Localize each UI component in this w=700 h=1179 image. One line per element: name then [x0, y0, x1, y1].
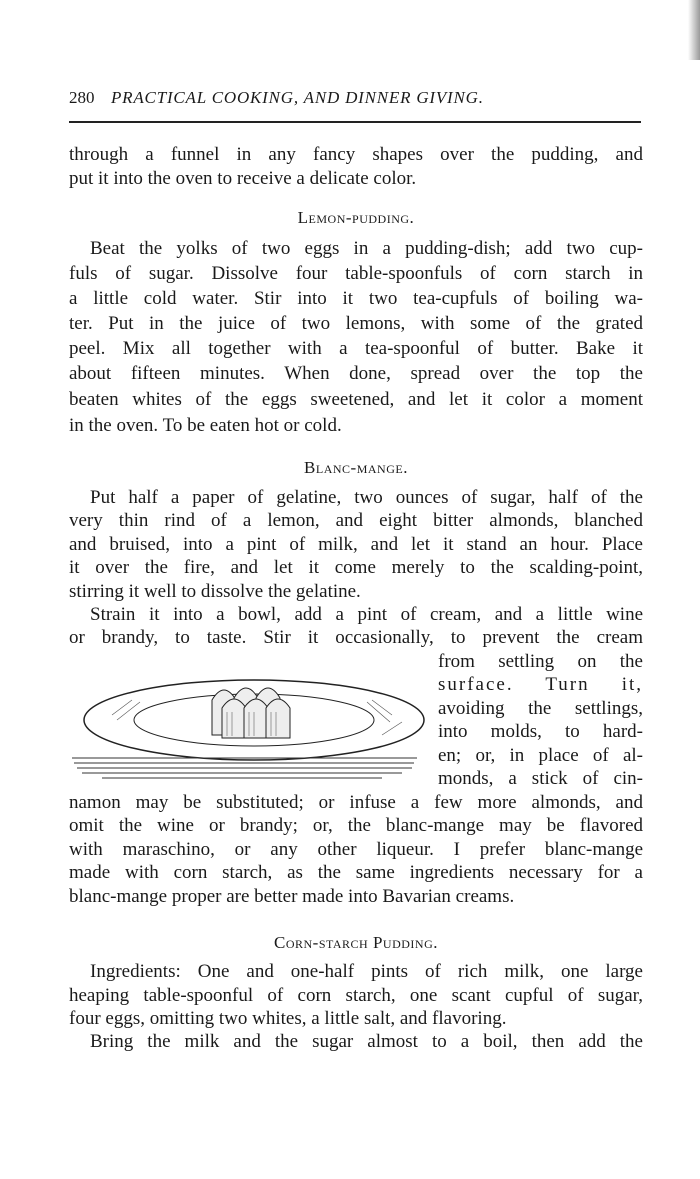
text-line: stirring it well to dissolve the gelatine.	[69, 581, 361, 602]
text-line: and bruised, into a pint of milk, and let it stand an hour. Place	[69, 534, 643, 555]
text-line: blanc-mange proper are better made into Bavarian creams.	[69, 886, 515, 907]
text-line: namon may be substituted; or infuse a few more almonds, and	[69, 792, 643, 813]
text-line: about fifteen minutes. When done, spread over the top the	[69, 363, 643, 384]
text-line: or brandy, to taste. Stir it occasionally, to prevent the cream	[69, 627, 643, 648]
text-line: very thin rind of a lemon, and eight bitter almonds, blanched	[69, 510, 643, 531]
text-line: Beat the yolks of two eggs in a pudding-dish; add two cup-	[90, 238, 643, 259]
header-rule	[69, 121, 641, 123]
text-line: heaping table-spoonful of corn starch, one scant cupful of sugar,	[69, 985, 643, 1006]
text-line: from settling on the	[438, 651, 643, 672]
text-line: surface. Turn it,	[438, 674, 643, 695]
text-line: monds, a stick of cin-	[438, 768, 643, 789]
text-line: Strain it into a bowl, add a pint of cream, and a little wine	[90, 604, 643, 625]
text-line: Ingredients: One and one-half pints of rich milk, one large	[90, 961, 643, 982]
text-line: into molds, to hard-	[438, 721, 643, 742]
text-line: made with corn starch, as the same ingredients necessary for a	[69, 862, 643, 883]
text-line: it over the fire, and let it come merely to the scalding-point,	[69, 557, 643, 578]
running-title: PRACTICAL COOKING, AND DINNER GIVING.	[111, 88, 484, 107]
text-line: a little cold water. Stir into it two tea-cupfuls of boiling wa-	[69, 288, 643, 309]
page-number: 280	[69, 88, 95, 107]
text-line: beaten whites of the eggs sweetened, and let it color a moment	[69, 389, 643, 410]
text-line: in the oven. To be eaten hot or cold.	[69, 415, 342, 436]
text-line: omit the wine or brandy; or, the blanc-mange may be flavored	[69, 815, 643, 836]
text-line: fuls of sugar. Dissolve four table-spoonfuls of corn starch in	[69, 263, 643, 284]
text-line: put it into the oven to receive a delicate color.	[69, 168, 417, 189]
text-line: Bring the milk and the sugar almost to a boil, then add the	[90, 1031, 643, 1052]
text-line: Put half a paper of gelatine, two ounces of sugar, half of the	[90, 487, 643, 508]
section-heading-blanc-mange: Blanc-mange.	[304, 458, 408, 477]
text-line: through a funnel in any fancy shapes over the pudding, and	[69, 144, 643, 165]
text-line: ter. Put in the juice of two lemons, with some of the grated	[69, 313, 643, 334]
blanc-mange-illustration	[72, 660, 432, 790]
text-line: avoiding the settlings,	[438, 698, 643, 719]
text-line: four eggs, omitting two whites, a little salt, and flavoring.	[69, 1008, 507, 1029]
page-edge-shadow	[688, 0, 700, 60]
text-line: with maraschino, or any other liqueur. I prefer blanc-mange	[69, 839, 643, 860]
section-heading-lemon-pudding: Lemon-pudding.	[297, 208, 415, 227]
section-heading-corn-starch-pudding: Corn-starch Pudding.	[274, 933, 438, 952]
text-line: peel. Mix all together with a tea-spoonful of butter. Bake it	[69, 338, 643, 359]
text-line: en; or, in place of al-	[438, 745, 643, 766]
